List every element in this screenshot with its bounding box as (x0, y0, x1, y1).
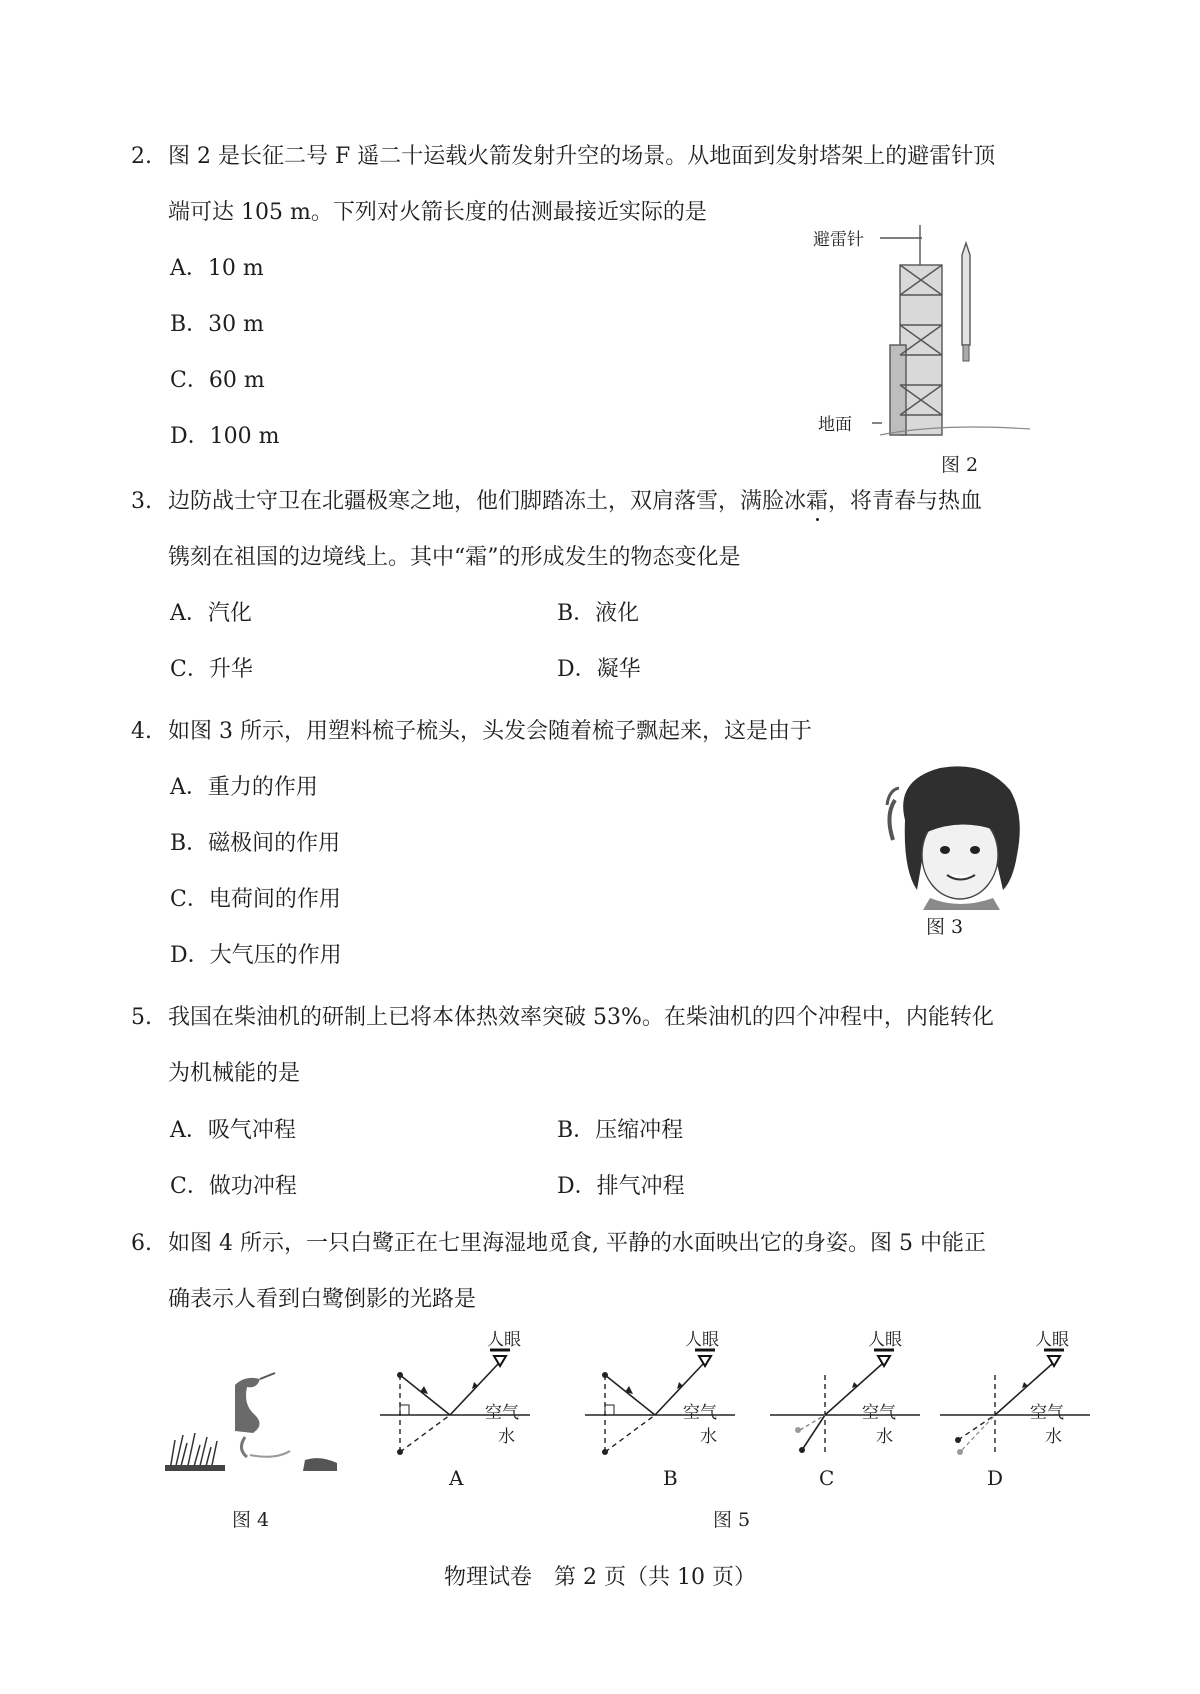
question-2-number: 2. (131, 144, 152, 169)
question-2-option-c[interactable]: C．60 m (170, 368, 265, 393)
question-2-option-d[interactable]: D．100 m (170, 424, 280, 449)
question-3-stem-part-2: ，将青春与热血 (828, 489, 983, 514)
emphasis-frost: 霜 (806, 489, 829, 514)
diagram-d-water-label: 水 (1045, 1427, 1062, 1447)
page-footer: 物理试卷 第 2 页（共 10 页） (444, 1565, 756, 1590)
question-5-option-c[interactable]: C．做功冲程 (170, 1174, 297, 1199)
question-4-option-b[interactable]: B．磁极间的作用 (170, 831, 341, 856)
diagram-c-water-label: 水 (876, 1427, 893, 1447)
question-5-option-a[interactable]: A．吸气冲程 (170, 1118, 296, 1143)
figure-3-caption: 图 3 (926, 916, 964, 938)
question-6-stem-line-2: 确表示人看到白鹭倒影的光路是 (168, 1287, 477, 1312)
figure-2-caption: 图 2 (941, 454, 979, 476)
diagram-b-eye-label: 人眼 (685, 1330, 719, 1350)
question-2-stem-line-2: 端可达 105 m。下列对火箭长度的估测最接近实际的是 (168, 200, 707, 225)
question-3-number: 3. (131, 489, 152, 514)
diagram-b-light-path (585, 1340, 745, 1460)
diagram-a-eye-label: 人眼 (487, 1330, 521, 1350)
diagram-d-letter: D (987, 1466, 1004, 1490)
figure-5-caption: 图 5 (713, 1509, 751, 1531)
question-3-stem-part-1: 边防战士守卫在北疆极寒之地，他们脚踏冻土，双肩落雪，满脸冰 (168, 489, 807, 514)
diagram-b-air-label: 空气 (683, 1403, 717, 1423)
question-3-stem-line-2: 镌刻在祖国的边境线上。其中“霜”的形成发生的物态变化是 (168, 545, 741, 570)
diagram-d-light-path (940, 1340, 1100, 1460)
rocket-tower-figure (860, 225, 1040, 440)
question-3-option-d[interactable]: D．凝华 (557, 657, 641, 682)
question-2-option-a[interactable]: A．10 m (170, 256, 264, 281)
question-6-number: 6. (131, 1231, 152, 1256)
question-5-stem-line-2: 为机械能的是 (168, 1061, 301, 1086)
diagram-c-air-label: 空气 (862, 1403, 896, 1423)
diagram-d-eye-label: 人眼 (1035, 1330, 1069, 1350)
question-5-option-d[interactable]: D．排气冲程 (557, 1174, 685, 1199)
question-3-option-b[interactable]: B．液化 (557, 601, 640, 626)
diagram-c-light-path (770, 1340, 930, 1460)
question-3-option-a[interactable]: A．汽化 (170, 601, 252, 626)
figure-4-caption: 图 4 (232, 1509, 270, 1531)
diagram-a-light-path (380, 1340, 540, 1460)
diagram-a-water-label: 水 (498, 1427, 515, 1447)
diagram-c-letter: C (819, 1466, 835, 1490)
question-2-option-b[interactable]: B．30 m (170, 312, 265, 337)
question-6-stem-line-1: 如图 4 所示，一只白鹭正在七里海湿地觅食, 平静的水面映出它的身姿。图 5 中能正 (168, 1231, 986, 1256)
diagram-b-water-label: 水 (700, 1427, 717, 1447)
question-4-option-c[interactable]: C．电荷间的作用 (170, 887, 341, 912)
question-5-option-b[interactable]: B．压缩冲程 (557, 1118, 684, 1143)
question-4-option-d[interactable]: D．大气压的作用 (170, 943, 342, 968)
question-4-stem-line-1: 如图 3 所示，用塑料梳子梳头，头发会随着梳子飘起来，这是由于 (168, 719, 812, 744)
question-5-stem-line-1: 我国在柴油机的研制上已将本体热效率突破 53%。在柴油机的四个冲程中，内能转化 (168, 1005, 994, 1030)
diagram-b-letter: B (663, 1466, 678, 1490)
question-5-number: 5. (131, 1005, 152, 1030)
girl-static-hair-figure (885, 760, 1035, 910)
diagram-d-air-label: 空气 (1030, 1403, 1064, 1423)
ground-label: 地面 (818, 415, 852, 435)
question-4-option-a[interactable]: A．重力的作用 (170, 775, 318, 800)
question-4-number: 4. (131, 719, 152, 744)
egret-wetland-figure (165, 1365, 340, 1475)
question-3-stem-line-1 (168, 487, 982, 517)
lightning-rod-label: 避雷针 (813, 230, 864, 250)
diagram-c-eye-label: 人眼 (868, 1330, 902, 1350)
question-2-stem-line-1: 图 2 是长征二号 F 遥二十运载火箭发射升空的场景。从地面到发射塔架上的避雷针顶 (168, 144, 996, 169)
question-3-option-c[interactable]: C．升华 (170, 657, 253, 682)
diagram-a-letter: A (449, 1466, 464, 1490)
diagram-a-air-label: 空气 (485, 1403, 519, 1423)
